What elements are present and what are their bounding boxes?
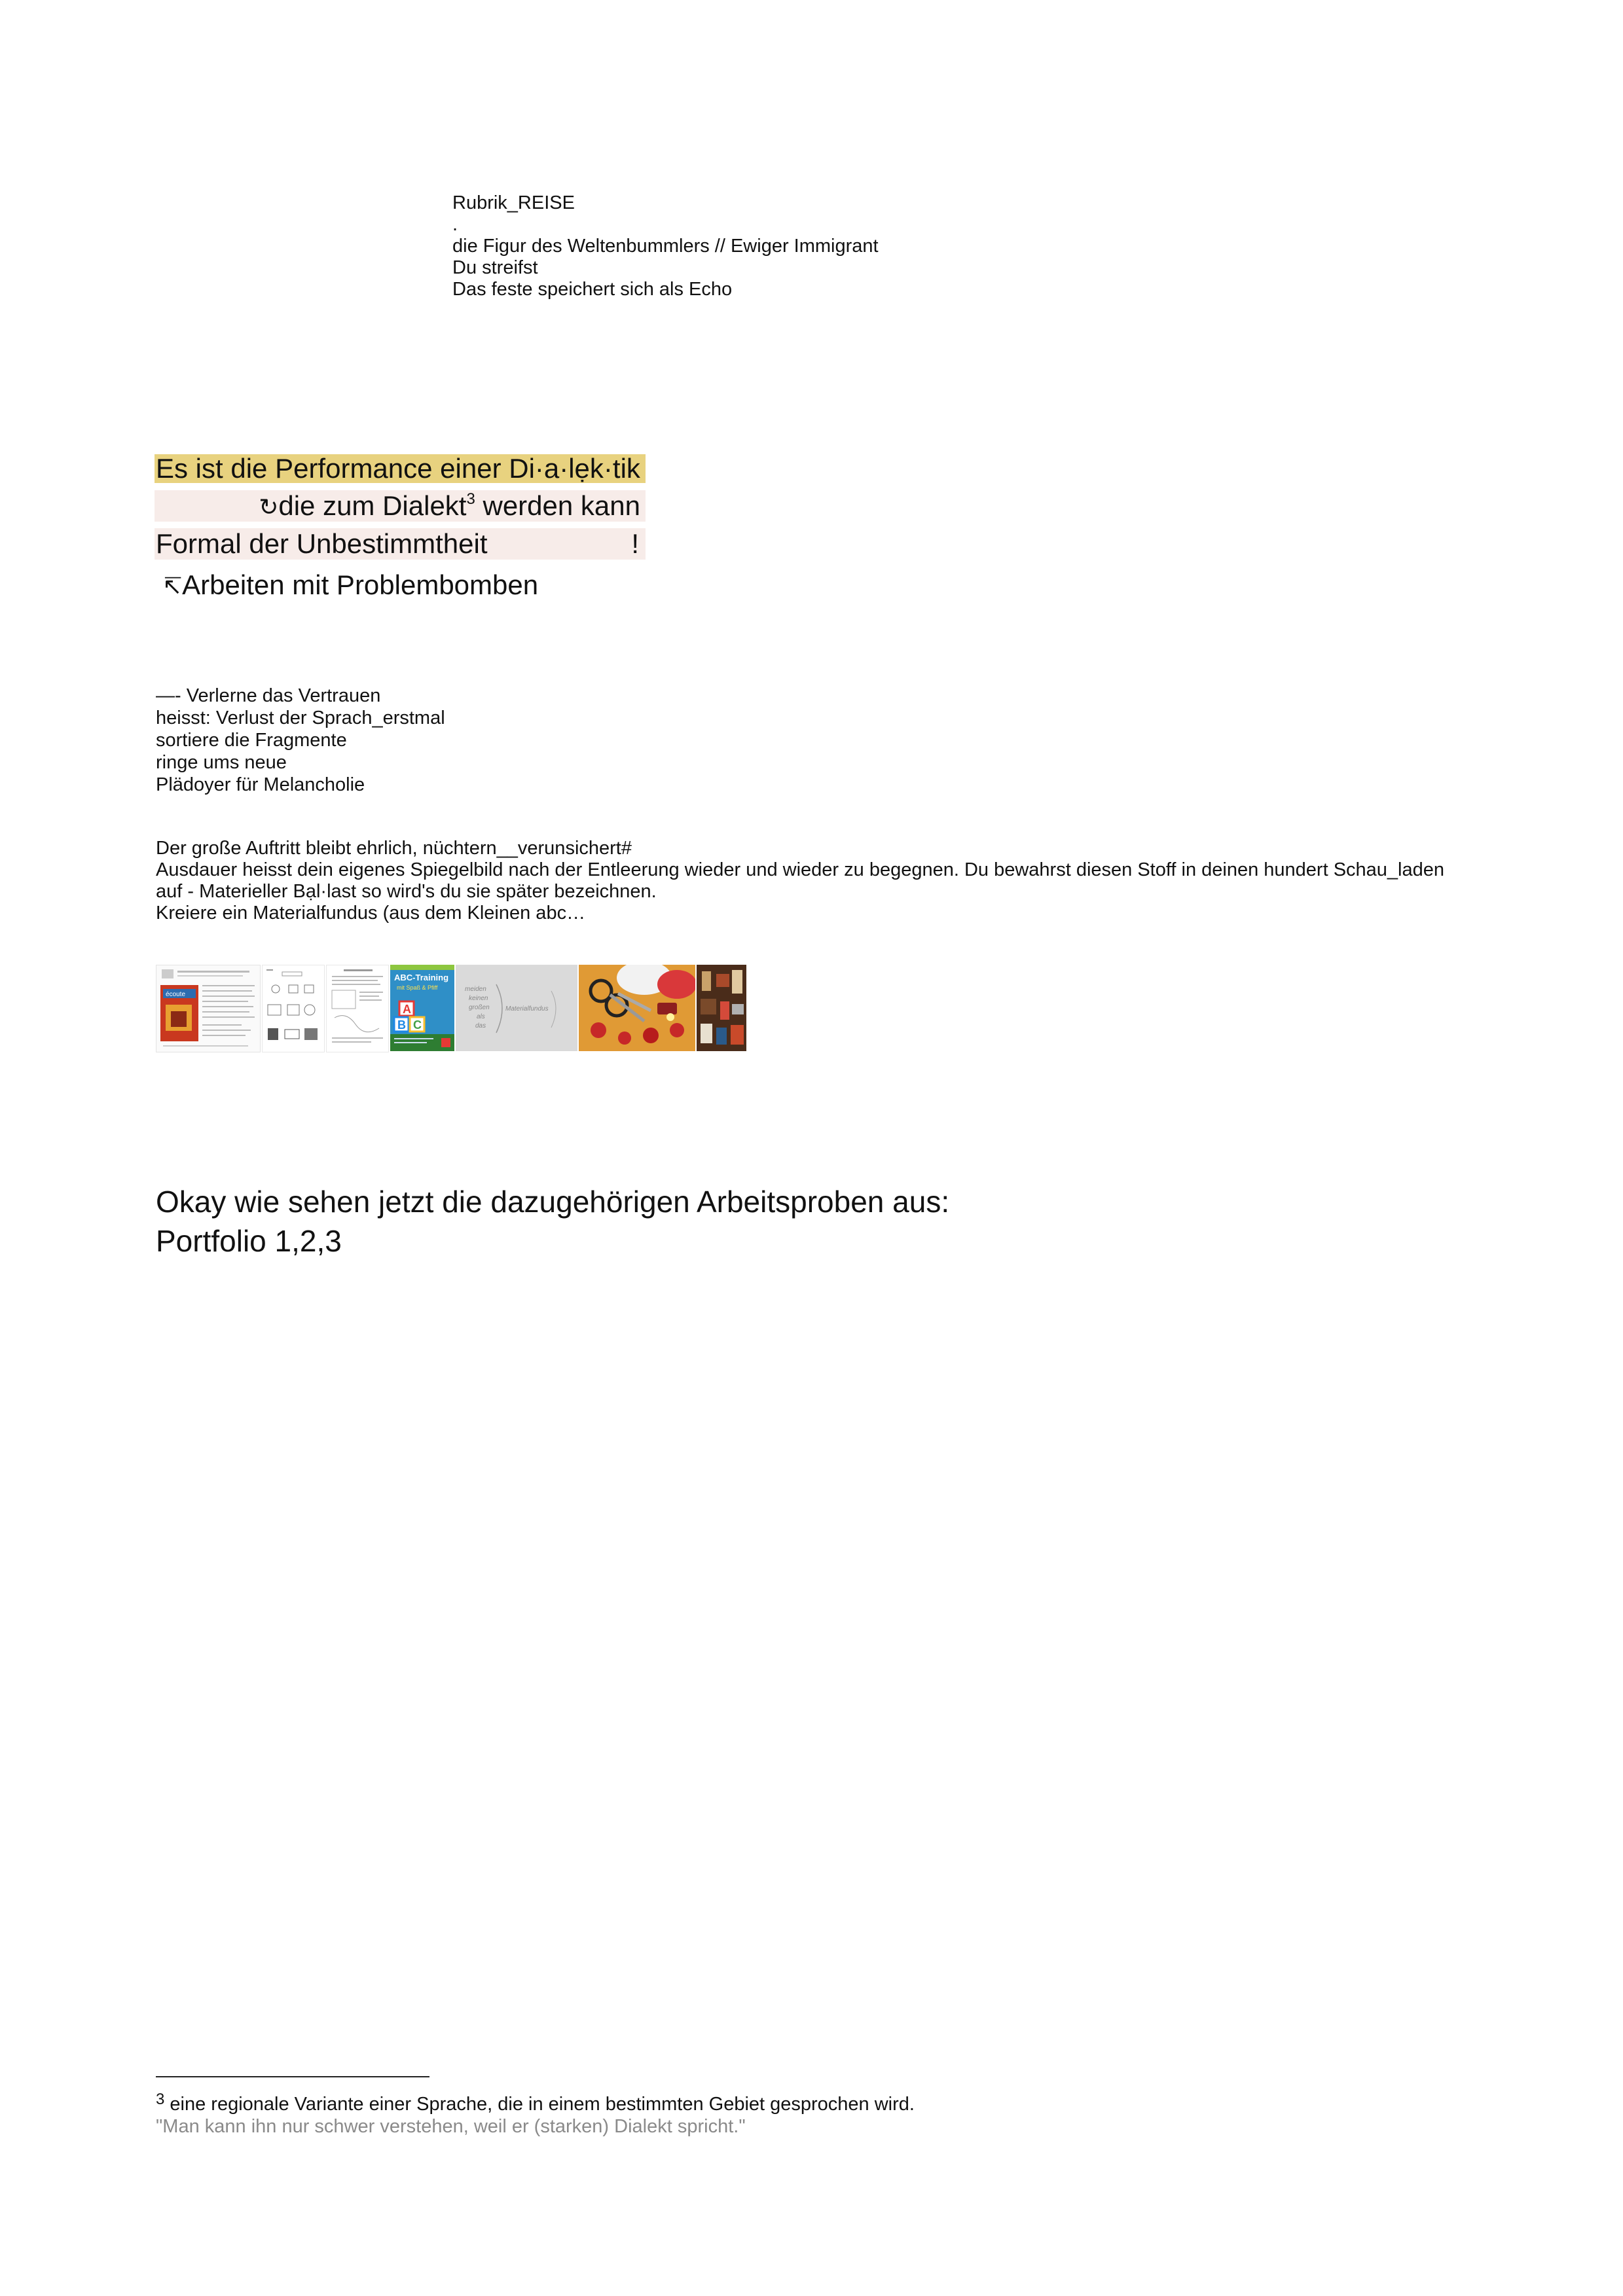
footnote-example: "Man kann ihn nur schwer verstehen, weil er (starken) Dialekt spricht." [156,2116,746,2137]
footnote-ref[interactable]: 3 [466,490,475,508]
pink-highlight [155,528,646,560]
thumbnail-cabinet-photo[interactable] [697,965,746,1051]
ecoute-label: écoute [166,991,186,998]
intro-lines [452,192,879,300]
intro-line: die Figur des Weltenbummlers // Ewiger Immigrant [452,236,879,257]
thumbnail-worksheet-ecoute[interactable] [156,965,261,1052]
materialfundus-diagram-image [456,965,577,1051]
thumbnail-worksheet-text[interactable] [326,965,389,1052]
diagram-word-right: Materialfundus [505,1005,549,1013]
image-strip [156,965,746,1051]
exclamation-mark: ! [631,528,639,559]
paragraph-line: Kreiere ein Materialfundus (aus dem Kleinen abc… [156,903,586,924]
thumbnail-craft-materials-photo[interactable] [579,965,695,1051]
objects-worksheet-image [263,965,324,1052]
portfolio-link[interactable]: Portfolio 1,2,3 [156,1224,342,1258]
diagram-word: keinen [469,995,488,1002]
footnote [156,2090,915,2138]
intro-line: Du streifst [452,257,538,278]
verse-line: sortiere die Fragmente [156,730,347,751]
highlight-line-2 [155,488,646,526]
cabinet-image [697,965,746,1051]
intro-line: . [452,214,458,235]
verse-line: Plädoyer für Melancholie [156,774,365,795]
abc-letter-b: B [397,1018,406,1031]
problembomben-text: Arbeiten mit Problembomben [182,569,539,600]
dialekt-phrase [259,490,640,523]
verse-line: ringe ums neue [156,752,287,773]
yellow-highlight: Es ist die Performance einer Di·a·lẹk·tik [155,454,646,483]
worksheet-image [156,965,260,1052]
abc-letter-a: A [403,1003,411,1016]
thumbnail-materialfundus-diagram[interactable] [456,965,577,1051]
highlight-line-3 [155,526,646,564]
intro-line: Das feste speichert sich als Echo [452,279,733,300]
highlight-line-1 [155,450,646,488]
portfolio-heading [156,1182,949,1261]
craft-materials-image [579,965,695,1051]
text-worksheet-image [327,965,388,1052]
pink-highlight [155,490,646,522]
verse-line: heisst: Verlust der Sprach_erstmal [156,708,445,728]
abc-title: ABC-Training [394,973,449,982]
dialekt-text-after: werden kann [475,490,640,521]
verlerne-lines [156,685,445,796]
intro-line: Rubrik_REISE [452,192,575,213]
diagram-word: als [477,1013,485,1020]
verse-line: —- Verlerne das Vertrauen [156,685,381,706]
highlight-block [155,450,646,601]
paragraph-line: Ausdauer heisst dein eigenes Spiegelbild nach der Entleerung wieder und wieder zu begegnen. Du bewahrst diesen Stoff in deinen hundert Schau_laden [156,859,1445,880]
auftritt-paragraph [156,838,1444,924]
diagram-word: meiden [465,986,486,993]
footnote-divider [156,2076,429,2077]
curved-arrow-icon: ↻ [259,493,279,520]
highlight-line-4 [155,564,646,601]
paragraph-line: auf - Materieller Bạl·last so wird's du sie später bezeichnen. [156,881,657,902]
footnote-text: eine regionale Variante einer Sprache, die in einem bestimmten Gebiet gesprochen wird. [164,2094,915,2115]
paragraph-line: Der große Auftritt bleibt ehrlich, nüchtern__verunsichert# [156,838,632,859]
dialekt-text: die zum Dialekt [278,490,467,521]
thumbnail-abc-training-book[interactable] [390,965,454,1051]
footnote-definition [156,2090,915,2115]
abc-book-cover [390,965,454,1051]
diagram-word: großen [469,1004,490,1011]
abc-subtitle: mit Spaß & Pfiff [397,984,438,991]
arbeitsproben-question: Okay wie sehen jetzt die dazugehörigen Arbeitsproben aus: [156,1185,950,1219]
footnote-number: 3 [156,2090,165,2108]
abc-letter-c: C [413,1018,422,1031]
diagram-word: das [475,1022,486,1030]
unbestimmtheit-text: Formal der Unbestimmtheit [156,528,488,559]
arrow-up-left-icon: ↸ [162,573,183,600]
thumbnail-worksheet-objects[interactable] [262,965,325,1052]
